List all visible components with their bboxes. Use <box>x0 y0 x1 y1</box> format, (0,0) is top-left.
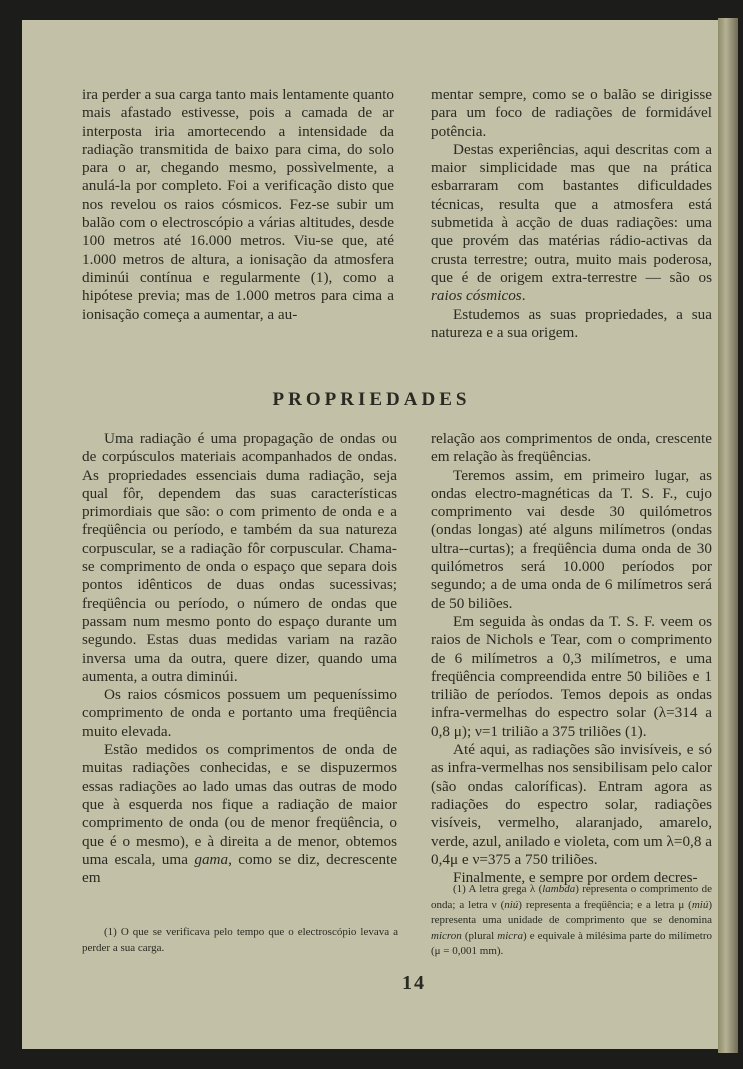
emphasis: raios cósmicos <box>431 287 522 305</box>
paragraph: Finalmente, e sempre por ordem decres- <box>453 869 698 887</box>
fn-part: ) representa o comprimento de onda; a letra ν ( <box>431 883 712 911</box>
paragraph: relação aos comprimentos de onda, crescente em relação às freqüências. <box>431 430 712 466</box>
paragraph: Teremos assim, em primeiro lugar, as ondas electro-magnéticas da T. S. F., cujo comprimento vai desde 30 quilómetros (ondas longas) até alguns milímetros (ondas ultra--curtas); a freqüência duma onda de 30 quilómetros será 10.000 períodos por segundo; a de uma onda de 6 milímetros será de 50 biliões. <box>431 466 712 612</box>
page-edge <box>718 18 738 1053</box>
footnote-text <box>431 882 712 960</box>
paragraph-end: . <box>521 287 526 305</box>
fn-emphasis: niú <box>504 898 519 911</box>
fn-emphasis: lambda <box>542 883 576 895</box>
text-column-top-left <box>82 86 394 324</box>
fn-part: (1) A letra grega λ ( <box>453 883 543 895</box>
fn-part: ) representa a freqüência; e a letra μ ( <box>518 898 692 911</box>
fn-part: ) e equivale à milésima parte do milímetro (μ = 0,001 mm). <box>431 929 712 957</box>
paragraph: ira perder a sua carga tanto mais lentamente quanto mais afastado estivesse, pois a camada de ar interposta iria amortecendo a intensidade da radiação transmitida de baixo para cima, do solo para o ar, chegando mesmo, possìvelmente, a anulá-la por completo. Foi a verificação disto que nos revelou os raios cósmicos. Fez-se subir um balão com o electroscópio a várias altitudes, desde 100 metros até 16.000 metros. Viu-se que, até 1.000 metros de altura, a ionisação da atmosfera diminúi contínua e regularmente (1), como a hipótese previa; mas de 1.000 metros para cima a ionisação começa a aumentar, a au- <box>82 86 394 323</box>
footnote-right <box>431 882 712 960</box>
emphasis: gama <box>194 850 229 868</box>
text-column-right <box>431 430 712 887</box>
page-number: 14 <box>402 972 426 994</box>
paragraph <box>82 741 397 887</box>
paragraph: Uma radiação é uma propagação de ondas ou de corpúsculos materiais acompanhados de ondas. As propriedades essenciais duma radiação, seja qual fôr, dependem das suas características primordiais que são: o com primento de onda e a freqüência ou período, e também da sua natureza corpuscular, se a radiação fôr corpuscular. Chama-se comprimento de onda o espaço que separa dois pontos idênticos de duas ondas sucessivas; freqüência ou período, o número de ondas que passam num mesmo ponto do espaço durante um segundo. Estas duas medidas variam na razão inversa uma da outra, quere dizer, quando uma aumenta, a outra diminúi. <box>82 430 397 685</box>
footnote-text: (1) O que se verificava pelo tempo que o electroscópio levava a perder a sua carga. <box>82 926 398 954</box>
fn-emphasis: miú <box>691 898 709 911</box>
paragraph: Em seguida às ondas da T. S. F. veem os raios de Nichols e Tear, com o comprimento de 6 milímetros a 0,3 milímetros, e uma freqüência compreendida entre 50 biliões e 1 trilião de períodos. Temos depois as ondas infra-vermelhas do espectro solar (λ=314 a 0,8 μ); ν=1 trilião a 375 triliões (1). <box>431 612 712 740</box>
paragraph-end: , como se diz, decrescente em <box>82 850 398 887</box>
paragraph <box>431 141 712 306</box>
paragraph: Os raios cósmicos possuem um pequeníssimo comprimento de onda e portanto uma freqüência muito elevada. <box>82 686 397 740</box>
paragraph-text: Estão medidos os comprimentos de onda de muitas radiações conhecidas, e se dispuzermos essas radiações ao lado umas das outras de modo que à esquerda nos fique a radiação de maior comprimento de onda (ou de menor freqüência, o que é o mesmo), e à direita a de menor, obtemos uma escala, uma <box>82 741 397 868</box>
fn-emphasis: micra <box>497 929 523 942</box>
footnote-left <box>82 925 398 956</box>
paragraph-text: Destas experiências, aqui descritas com a maior simplicidade mas que na prática esbarraram com bastantes dificuldades técnicas, resulta que a atmosfera está submetida à acção de duas radiações: uma que provém das matérias rádio-activas da crusta terrestre; outra, muito mais poderosa, que é de origem extra-terrestre — são os <box>431 140 712 286</box>
text-column-left <box>82 430 397 887</box>
fn-part: ) representa uma unidade de comprimento que se denomina <box>431 898 712 926</box>
paragraph: Até aqui, as radiações são invisíveis, e só as infra-vermelhas nos sensibilisam pelo calor (são ondas caloríficas). Entram agora as radiações do espectro solar, radiações visíveis, vermelho, alaranjado, amarelo, verde, azul, anilado e violeta, com um λ=0,8 a 0,4μ e ν=375 a 750 triliões. <box>431 741 712 868</box>
section-heading: PROPRIEDADES <box>272 389 471 410</box>
paragraph: Estudemos as suas propriedades, a sua natureza e a sua origem. <box>431 305 712 341</box>
text-column-top-right <box>431 86 712 342</box>
fn-part: (plural <box>461 929 495 942</box>
paragraph: mentar sempre, como se o balão se dirigisse para um foco de radiações de formidável potência. <box>431 86 712 140</box>
fn-emphasis: micron <box>431 929 462 942</box>
